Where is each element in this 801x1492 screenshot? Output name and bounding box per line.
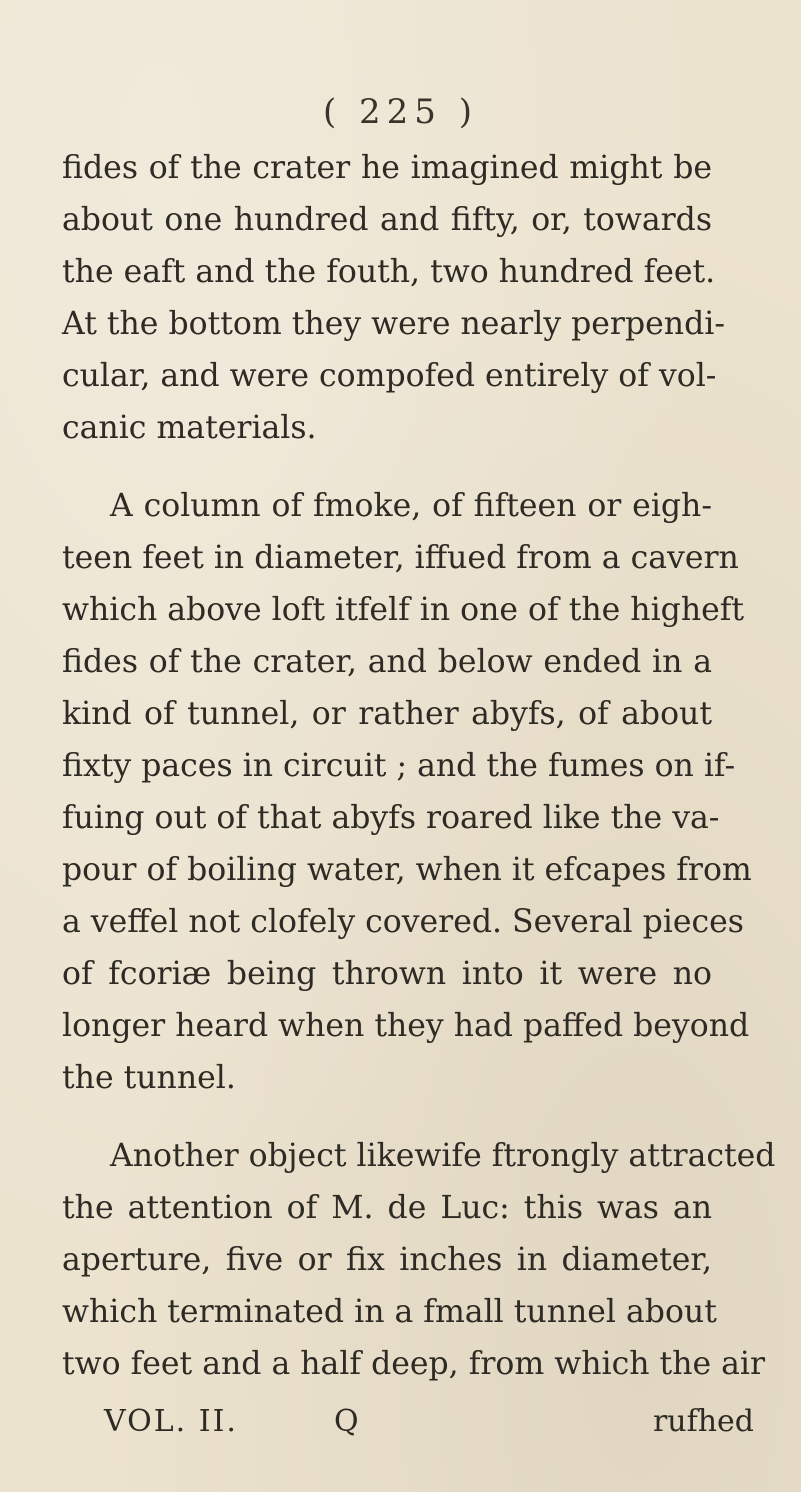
text-line: the attention of M. de Luc: this was an <box>62 1190 712 1226</box>
text-line: the tunnel. <box>62 1060 236 1096</box>
text-line: fides of the crater he imagined might be <box>62 150 712 186</box>
volume-signature: VOL. II. <box>104 1404 238 1439</box>
text-line: a veffel not clofely covered. Several pieces <box>62 904 744 940</box>
text-line: pour of boiling water, when it efcapes from <box>62 852 752 888</box>
page-footer <box>84 1404 754 1444</box>
text-line: of fcoriæ being thrown into it were no <box>62 956 712 992</box>
text-line: longer heard when they had paffed beyond <box>62 1008 750 1044</box>
text-line: cular, and were compofed entirely of vol- <box>62 358 717 394</box>
text-line: aperture, five or fix inches in diameter, <box>62 1242 712 1278</box>
text-line: fuing out of that abyfs roared like the va- <box>62 800 720 836</box>
text-line: A column of fmoke, of fifteen or eigh- <box>110 488 712 524</box>
text-line: fixty paces in circuit ; and the fumes on if- <box>62 748 736 784</box>
text-line: kind of tunnel, or rather abyfs, of about <box>62 696 712 732</box>
text-line: the eaft and the fouth, two hundred feet. <box>62 254 716 290</box>
text-line: fides of the crater, and below ended in a <box>62 644 712 680</box>
text-line: teen feet in diameter, iffued from a cavern <box>62 540 739 576</box>
catchword: rufhed <box>652 1404 754 1439</box>
page-number: ( 225 ) <box>322 92 479 132</box>
signature-mark: Q <box>334 1404 359 1439</box>
text-line: two feet and a half deep, from which the air <box>62 1346 766 1382</box>
text-line: Another object likewife ftrongly attracted <box>110 1138 776 1174</box>
text-line: about one hundred and fifty, or, towards <box>62 202 712 238</box>
text-line: canic materials. <box>62 410 317 446</box>
text-line: At the bottom they were nearly perpendi- <box>62 306 725 342</box>
text-line: which terminated in a fmall tunnel about <box>62 1294 717 1330</box>
text-line: which above loft itfelf in one of the higheft <box>62 592 745 628</box>
